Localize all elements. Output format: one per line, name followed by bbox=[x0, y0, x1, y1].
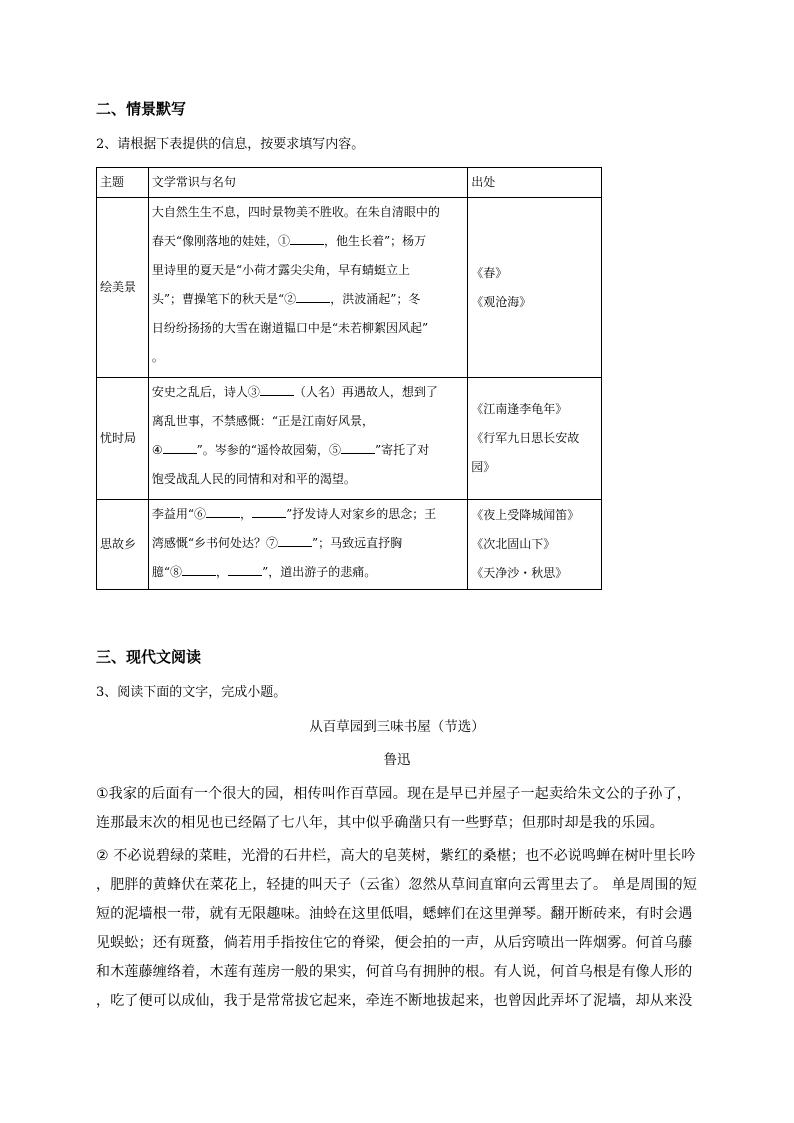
quote-line: 湾感慨“乡书何处达？⑦ ”；马致远直抒胸 bbox=[151, 536, 403, 550]
quote-line: ④ ”。岑参的“遥怜故园菊，⑤ ”寄托了对 bbox=[151, 443, 430, 457]
source-item: 《江南逢李龟年》 bbox=[471, 402, 568, 416]
paragraph-2 bbox=[96, 842, 696, 1016]
quotes-cell bbox=[148, 378, 467, 500]
blank-6a[interactable] bbox=[206, 505, 240, 518]
section-heading-3: 三、现代文阅读 bbox=[96, 648, 202, 666]
quote-line: 离乱世事，不禁感慨：“正是江南好风景， bbox=[151, 414, 375, 428]
source-item: 《观沧海》 bbox=[471, 294, 532, 309]
blank-7[interactable] bbox=[278, 534, 312, 547]
table-row bbox=[97, 198, 602, 378]
paragraph-line: 见蜈蚣；还有斑蝥，倘若用手指按住它的脊梁，便会拍的一声，从后窍喷出一阵烟雾。何首乌藤 bbox=[96, 935, 693, 951]
blank-8b[interactable] bbox=[228, 563, 262, 576]
article-title: 从百草园到三味书屋（节选） bbox=[309, 719, 485, 735]
blank-8a[interactable] bbox=[182, 563, 216, 576]
source-item: 《次北固山下》 bbox=[471, 537, 556, 551]
quote-line: 春天“像刚落地的娃娃，① ，他生长着”；杨万 bbox=[151, 234, 427, 248]
quote-line: 安史之乱后，诗人③ （人名）再遇故人，想到了 bbox=[151, 385, 438, 399]
blank-2[interactable] bbox=[296, 290, 330, 303]
section-heading-2: 二、情景默写 bbox=[96, 100, 187, 118]
source-cell bbox=[468, 198, 602, 378]
quote-line: 大自然生生不息，四时景物美不胜收。在朱自清眼中的 bbox=[151, 205, 440, 219]
quote-line: 头”；曹操笔下的秋天是“② ，洪波涌起”；冬 bbox=[151, 292, 421, 306]
header-source: 出处 bbox=[468, 168, 602, 198]
blank-3[interactable] bbox=[260, 383, 294, 396]
source-cell bbox=[468, 378, 602, 500]
table-row bbox=[97, 378, 602, 500]
blank-4[interactable] bbox=[163, 441, 197, 454]
question-3-prompt: 3、阅读下面的文字，完成小题。 bbox=[96, 685, 287, 700]
quotes-cell bbox=[148, 198, 467, 378]
paragraph-1 bbox=[96, 780, 696, 838]
source-item: 《夜上受降城闻笛》 bbox=[471, 508, 580, 522]
source-item: 《行军九日思长安故 bbox=[471, 431, 580, 445]
theme-cell: 忧时局 bbox=[97, 378, 149, 500]
paragraph-line: 短的泥墙根一带，就有无限趣味。油蛉在这里低唱，蟋蟀们在这里弹琴。翻开断砖来，有时会遇 bbox=[96, 906, 693, 922]
paragraph-line: ② 不必说碧绿的菜畦，光滑的石井栏，高大的皂荚树，紫红的桑椹；也不必说鸣蝉在树叶里长吟 bbox=[96, 848, 696, 864]
quote-line: 日纷纷扬扬的大雪在谢道韫口中是“未若柳絮因风起” bbox=[151, 321, 429, 335]
table-header-row bbox=[97, 168, 602, 198]
theme-cell: 绘美景 bbox=[97, 198, 149, 378]
literature-table bbox=[96, 167, 602, 590]
table-row bbox=[97, 500, 602, 590]
blank-1[interactable] bbox=[290, 232, 324, 245]
quote-line: 饱受战乱人民的同情和对和平的渴望。 bbox=[151, 472, 356, 486]
question-2-prompt: 2、请根据下表提供的信息，按要求填写内容。 bbox=[96, 137, 365, 152]
source-item: 园》 bbox=[471, 460, 496, 474]
quote-line: 臆“⑧ ， ”，道出游子的悲痛。 bbox=[151, 565, 377, 579]
paragraph-line: 连那最末次的相见也已经隔了七八年，其中似乎确凿只有一些野草；但那时却是我的乐园。 bbox=[96, 815, 664, 831]
theme-cell: 思故乡 bbox=[97, 500, 149, 590]
paragraph-line: ①我家的后面有一个很大的园，相传叫作百草园。现在是早已并屋子一起卖给朱文公的子孙了， bbox=[96, 786, 691, 802]
blank-5[interactable] bbox=[341, 441, 375, 454]
article-author: 鲁迅 bbox=[383, 752, 411, 768]
header-theme: 主题 bbox=[97, 168, 149, 198]
paragraph-line: ，吃了便可以成仙，我于是常常拔它起来，牵连不断地拔起来，也曾因此弄坏了泥墙，却从来没 bbox=[96, 993, 693, 1009]
paragraph-line: ，肥胖的黄蜂伏在菜花上，轻捷的叫天子（云雀）忽然从草间直窜向云霄里去了。 单是周围的短 bbox=[96, 877, 698, 893]
paragraph-line: 和木莲藤缠络着，木莲有莲房一般的果实，何首乌有拥肿的根。有人说，何首乌根是有像人形的 bbox=[96, 964, 693, 980]
quote-line: 。 bbox=[151, 350, 164, 364]
source-cell bbox=[468, 500, 602, 590]
quotes-cell bbox=[148, 500, 467, 590]
source-item: 《天净沙・秋思》 bbox=[471, 566, 568, 580]
blank-6b[interactable] bbox=[252, 505, 286, 518]
header-quotes: 文学常识与名句 bbox=[148, 168, 467, 198]
source-item: 《春》 bbox=[471, 265, 508, 280]
quote-line: 里诗里的夏天是“小荷才露尖尖角，早有蜻蜓立上 bbox=[151, 263, 411, 277]
quote-line: 李益用“⑥ ， ”抒发诗人对家乡的思念；王 bbox=[151, 507, 437, 521]
